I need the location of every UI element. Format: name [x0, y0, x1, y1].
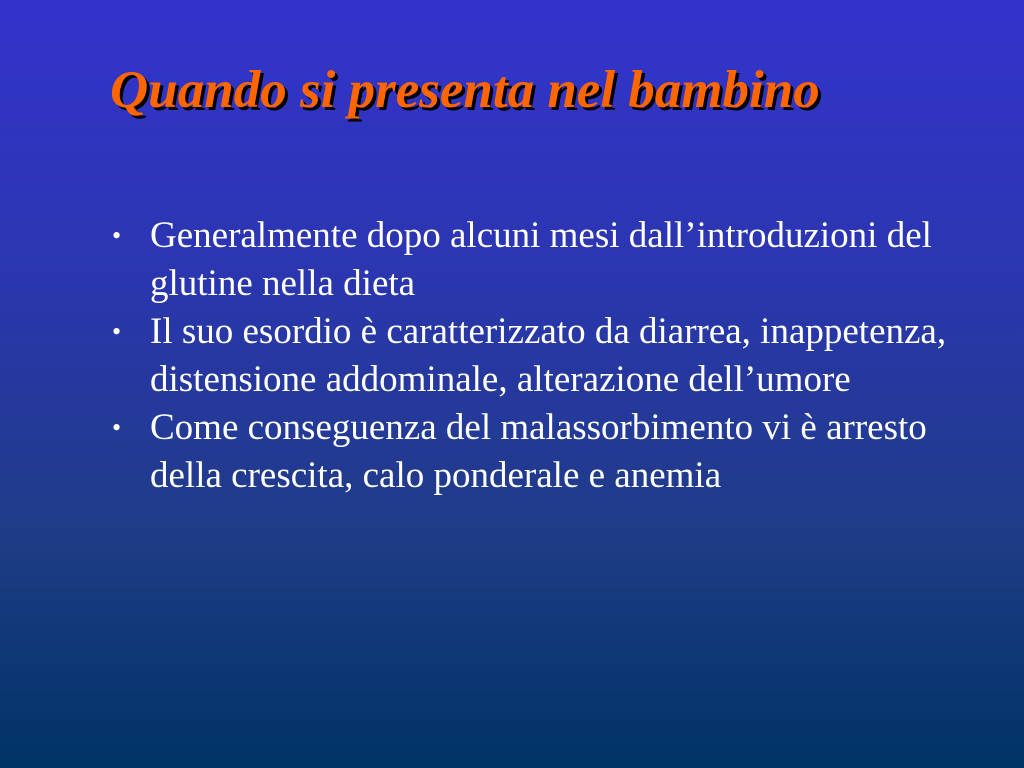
bullet-marker: •	[112, 413, 122, 442]
bullet-marker: •	[112, 221, 122, 250]
bullet-item	[110, 308, 970, 404]
bullet-text: Generalmente dopo alcuni mesi dall’introduzioni del glutine nella dieta	[150, 215, 932, 304]
bullet-text: Il suo esordio è caratterizzato da diarrea, inappetenza, distensione addominale, alterazione dell’umore	[150, 311, 947, 400]
slide-title: Quando si presenta nel bambino	[110, 61, 820, 119]
bullet-list	[110, 212, 970, 500]
bullet-marker: •	[112, 317, 122, 346]
bullet-text: Come conseguenza del malassorbimento vi è arresto della crescita, calo ponderale e anemia	[150, 407, 927, 496]
bullet-item	[110, 404, 970, 500]
bullet-item	[110, 212, 970, 308]
